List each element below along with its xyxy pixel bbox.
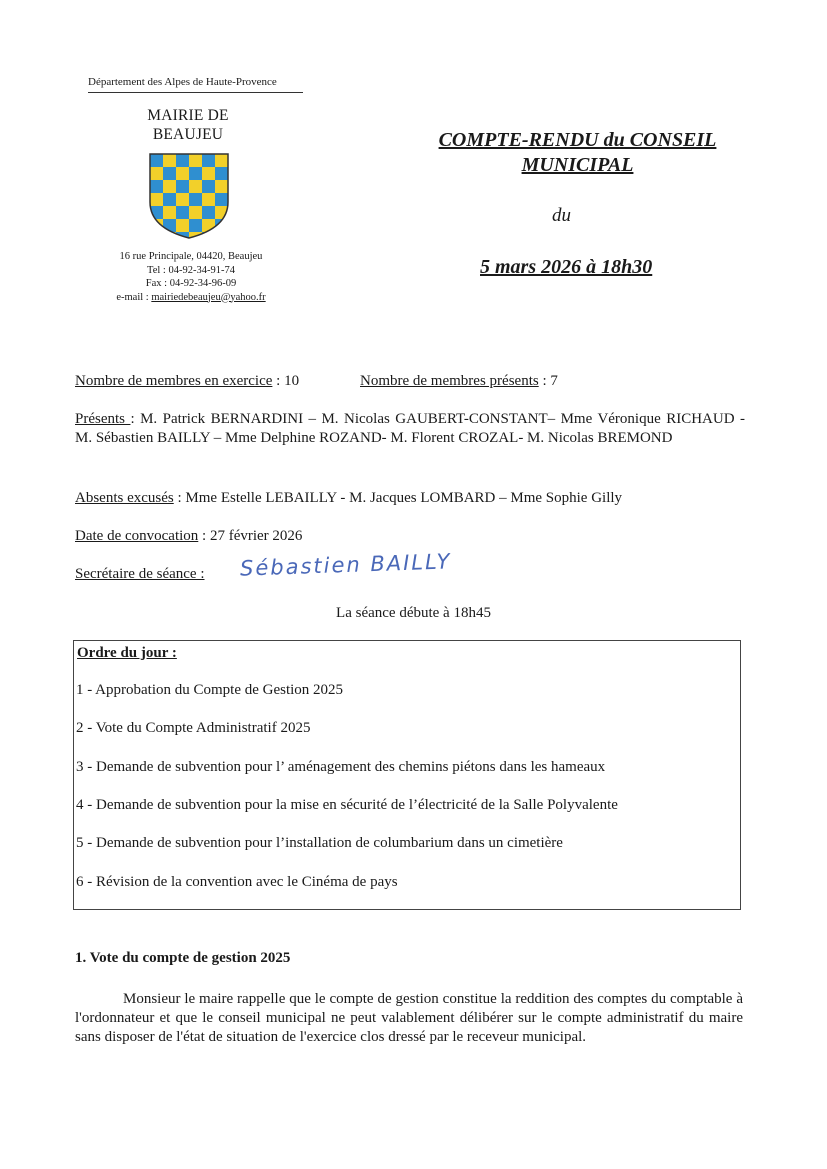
title-line2: MUNICIPAL <box>521 154 634 176</box>
title-line1: COMPTE-RENDU du CONSEIL <box>438 129 717 151</box>
fax-line: Fax : 04-92-34-96-09 <box>145 278 237 289</box>
department-header: Département des Alpes de Haute-Provence <box>88 76 303 93</box>
mairie-name <box>118 106 258 144</box>
title-du: du <box>552 205 571 226</box>
secretaire-signature: Sébastien BAILLY <box>239 549 452 581</box>
email-link[interactable]: mairiedebeaujeu@yahoo.fr <box>151 291 266 303</box>
mairie-line1: MAIRIE DE <box>147 107 229 124</box>
presents-value: : M. Patrick BERNARDINI – M. Nicolas GAUBERT-CONSTANT– Mme Véronique RICHAUD - M. Sébastien BAILLY – Mme Delphine ROZAND- M. Florent CROZAL- M. Nicolas BREMOND <box>75 411 745 446</box>
agenda-item: 2 - Vote du Compte Administratif 2025 <box>76 720 311 736</box>
agenda-item: 1 - Approbation du Compte de Gestion 2025 <box>76 682 344 698</box>
members-exercice-value: : 10 <box>272 373 300 389</box>
document-title <box>405 128 750 178</box>
convocation-date <box>75 527 302 546</box>
agenda-item: 3 - Demande de subvention pour l’ aménagement des chemins piétons dans les hameaux <box>76 759 606 775</box>
secretaire-label: Secrétaire de séance : <box>75 566 205 582</box>
members-exercice <box>75 372 299 391</box>
address-line: 16 rue Principale, 04420, Beaujeu <box>119 251 263 262</box>
presents-list <box>75 410 745 448</box>
members-presents-count-value: : 7 <box>538 373 558 389</box>
members-presents-count <box>360 372 558 391</box>
email-label: e-mail : <box>116 291 152 303</box>
convocation-label: Date de convocation <box>75 528 199 544</box>
agenda-item: 6 - Révision de la convention avec le Cinéma de pays <box>76 874 398 890</box>
seance-debut: La séance débute à 18h45 <box>336 605 491 621</box>
meeting-date: 5 mars 2026 à 18h30 <box>480 256 653 278</box>
section-paragraph: Monsieur le maire rappelle que le compte de gestion constitue la reddition des comptes du comptable à l'ordonnateur et que le conseil municipal ne peut valablement délibérer sur le compte administratif du maire sans disposer de l'état de situation de l'exercice clos dressé par le receveur municipal. <box>75 991 743 1045</box>
secretaire <box>75 565 205 584</box>
members-exercice-label: Nombre de membres en exercice <box>75 373 273 389</box>
section-title: 1. Vote du compte de gestion 2025 <box>75 950 291 966</box>
phone-line: Tel : 04-92-34-91-74 <box>147 264 235 276</box>
mairie-address-block <box>96 250 286 304</box>
agenda-item: 4 - Demande de subvention pour la mise en sécurité de l’électricité de la Salle Polyvalente <box>76 797 618 813</box>
mairie-line2: BEAUJEU <box>152 126 224 143</box>
email-line <box>96 291 286 305</box>
members-presents-count-label: Nombre de membres présents <box>360 373 539 389</box>
absents-list <box>75 489 622 508</box>
convocation-value: : 27 février 2026 <box>198 528 303 544</box>
coat-of-arms-icon <box>146 150 232 242</box>
absents-label: Absents excusés <box>75 490 174 506</box>
absents-value: : Mme Estelle LEBAILLY - M. Jacques LOMBARD – Mme Sophie Gilly <box>173 490 623 506</box>
ordre-du-jour-title: Ordre du jour : <box>77 645 177 661</box>
presents-label: Présents <box>75 411 131 427</box>
agenda-item: 5 - Demande de subvention pour l’installation de columbarium dans un cimetière <box>76 835 563 851</box>
